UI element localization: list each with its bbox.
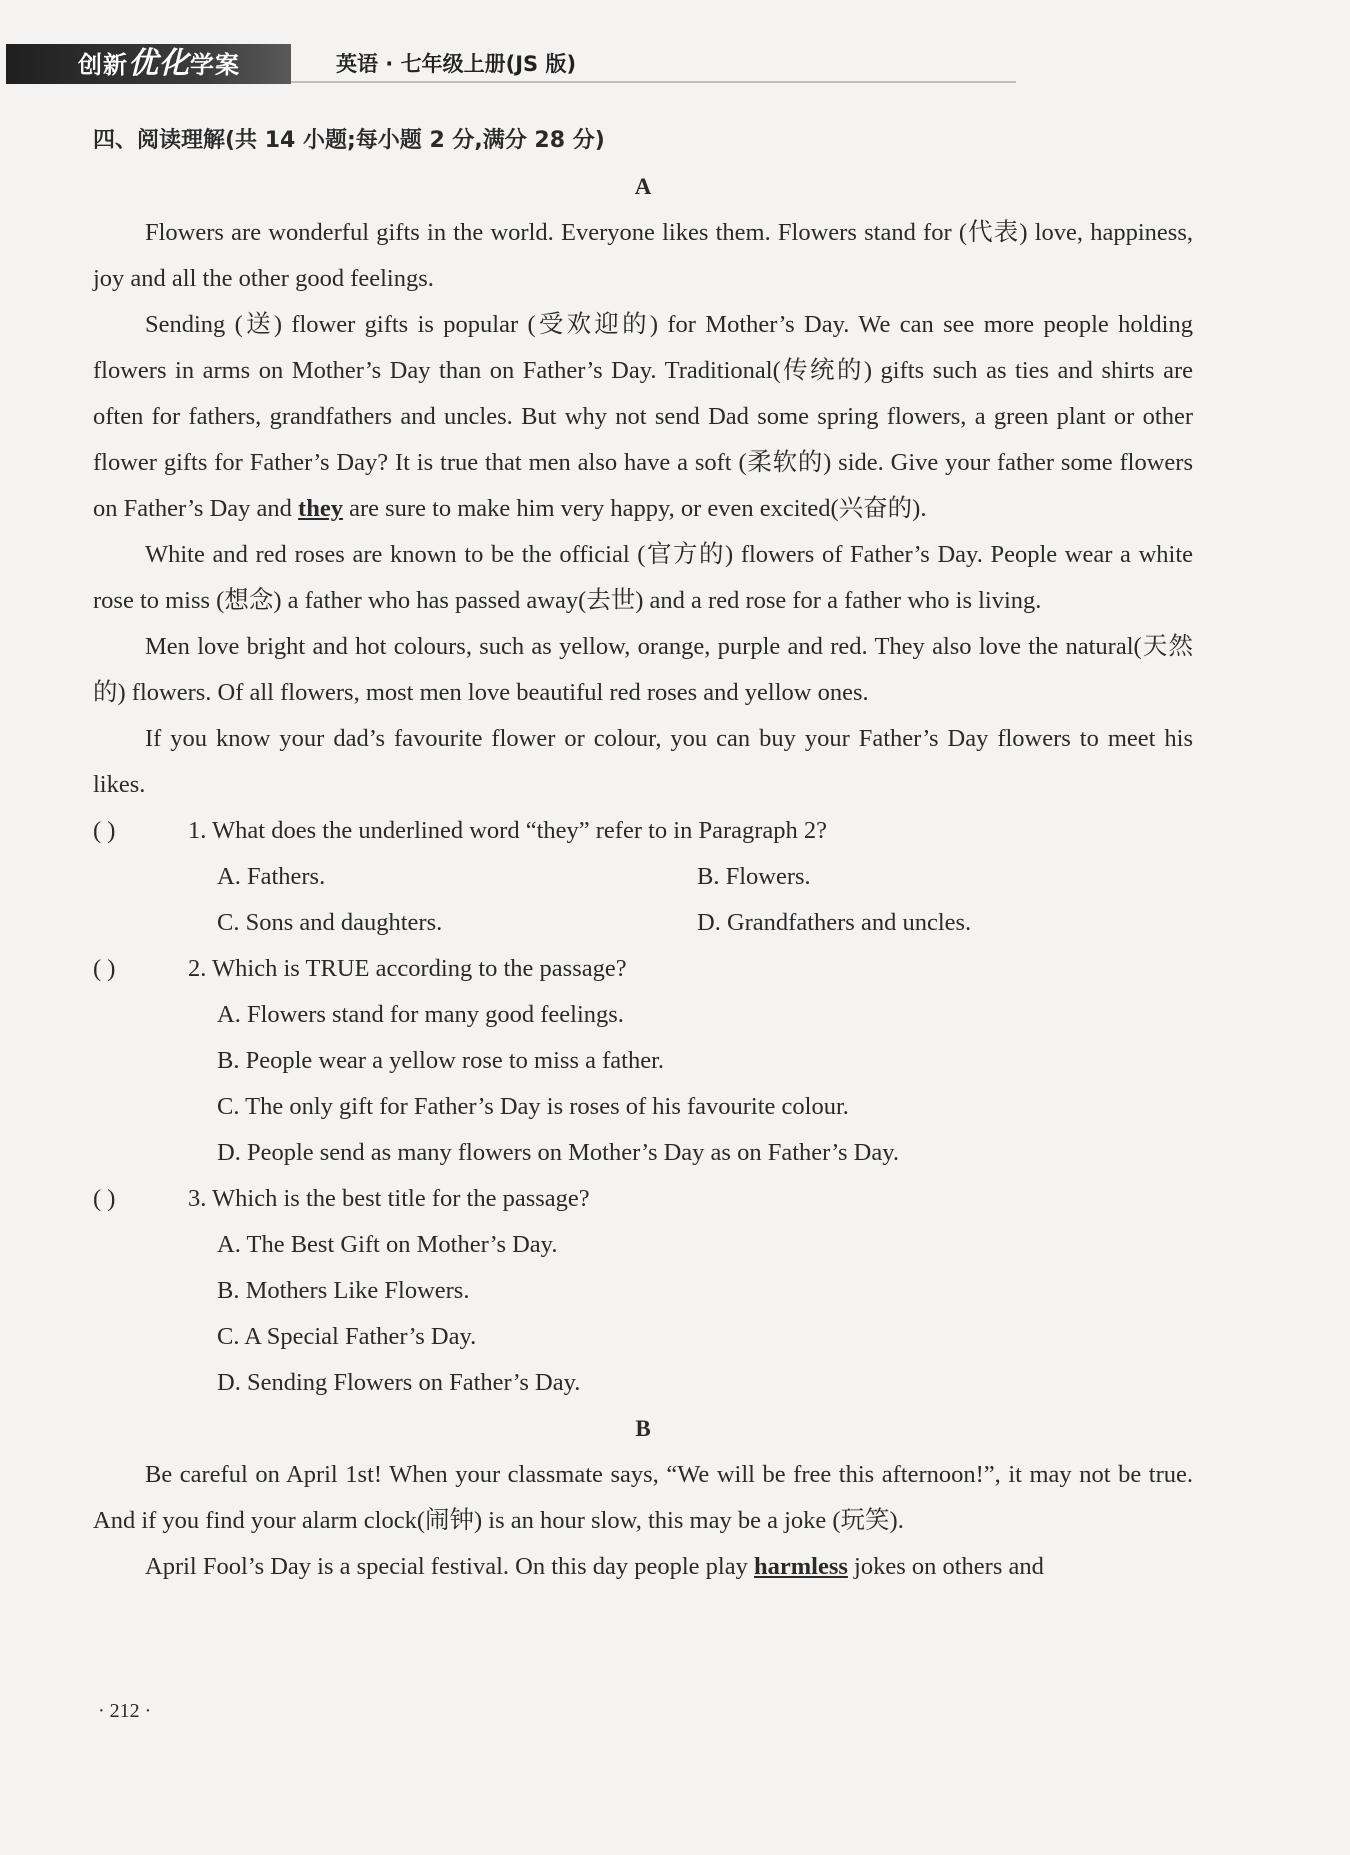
answer-blank[interactable]: ( ) [93, 955, 116, 982]
option-a: A. The Best Gift on Mother’s Day. [217, 1231, 558, 1258]
question-3 [93, 1176, 1193, 1406]
passage-b-label: B [635, 1416, 651, 1441]
passage-a-paragraph-4: Men love bright and hot colours, such as yellow, orange, purple and red. They also love the natural(天然的) flowers. Of all flowers, most men love beautiful red roses and yellow ones. [93, 633, 1193, 706]
paragraph-text-after: jokes on others and [847, 1553, 1044, 1580]
passage-a-label: A [634, 174, 652, 199]
option-d: D. Sending Flowers on Father’s Day. [217, 1369, 581, 1396]
passage-a-paragraph-2 [93, 302, 1193, 532]
header-divider [291, 81, 1016, 83]
paragraph-2-text-after: are sure to make him very happy, or even excited(兴奋的). [342, 495, 927, 522]
brand-text-post: 学案 [190, 51, 240, 79]
passage-a-paragraph-5: If you know your dad’s favourite flower or colour, you can buy your Father’s Day flowers to meet his likes. [93, 725, 1193, 798]
option-b: B. Flowers. [697, 863, 811, 890]
option-a: A. Flowers stand for many good feelings. [217, 1001, 624, 1028]
passage-b-paragraph-2 [93, 1544, 1193, 1590]
page-header [6, 44, 1016, 84]
option-c: C. A Special Father’s Day. [217, 1323, 477, 1350]
underlined-word-they: they [298, 495, 343, 522]
brand-logo [6, 44, 291, 84]
book-title: 英语 · 七年级上册(JS 版) [336, 52, 577, 76]
passage-b-paragraph-1: Be careful on April 1st! When your classmate says, “We will be free this afternoon!”, it may not be true. And if you find your alarm clock(闹钟) is an hour slow, this may be a joke (玩笑). [93, 1461, 1193, 1534]
option-b: B. People wear a yellow rose to miss a father. [217, 1047, 665, 1074]
page-number: · 212 · [98, 1700, 152, 1722]
option-c: C. The only gift for Father’s Day is roses of his favourite colour. [217, 1093, 849, 1120]
passage-a-paragraph-1: Flowers are wonderful gifts in the world. Everyone likes them. Flowers stand for (代表) love, happiness, joy and all the other good feelings. [93, 219, 1193, 292]
paragraph-text-before: April Fool’s Day is a special festival. On this day people play [145, 1553, 754, 1580]
question-text: 1. What does the underlined word “they” refer to in Paragraph 2? [188, 817, 828, 844]
answer-blank[interactable]: ( ) [93, 1185, 116, 1212]
option-d: D. Grandfathers and uncles. [697, 909, 972, 936]
answer-blank[interactable]: ( ) [93, 817, 116, 844]
brand-text-big: 优化 [128, 46, 190, 81]
section-title: 四、阅读理解(共 14 小题;每小题 2 分,满分 28 分) [93, 128, 605, 153]
option-b: B. Mothers Like Flowers. [217, 1277, 470, 1304]
question-text: 2. Which is TRUE according to the passage? [188, 955, 627, 982]
passage-a-paragraph-3: White and red roses are known to be the official (官方的) flowers of Father’s Day. People wear a white rose to miss (想念) a father who has passed away(去世) and a red rose for a father who is living. [93, 541, 1193, 614]
brand-text-pre: 创新 [78, 51, 128, 79]
underlined-word-harmless: harmless [753, 1553, 848, 1580]
option-a: A. Fathers. [217, 863, 326, 890]
question-2 [93, 946, 1193, 1176]
option-d: D. People send as many flowers on Mother’s Day as on Father’s Day. [217, 1139, 900, 1166]
question-text: 3. Which is the best title for the passage? [188, 1185, 590, 1212]
main-content [93, 118, 1193, 1590]
question-1 [93, 808, 1193, 946]
paragraph-2-text-before: Sending (送) flower gifts is popular (受欢迎的) for Mother’s Day. We can see more people holding flowers in arms on Mother’s Day than on Father’s Day. Traditional(传统的) gifts such as ties and shirts are often for fathers, grandfathers and uncles. But why not send Dad some spring flowers, a green plant or other flower gifts for Father’s Day? It is true that men also have a soft (柔软的) side. Give your father some flowers on Father’s Day and [93, 311, 1193, 522]
option-c: C. Sons and daughters. [217, 909, 443, 936]
